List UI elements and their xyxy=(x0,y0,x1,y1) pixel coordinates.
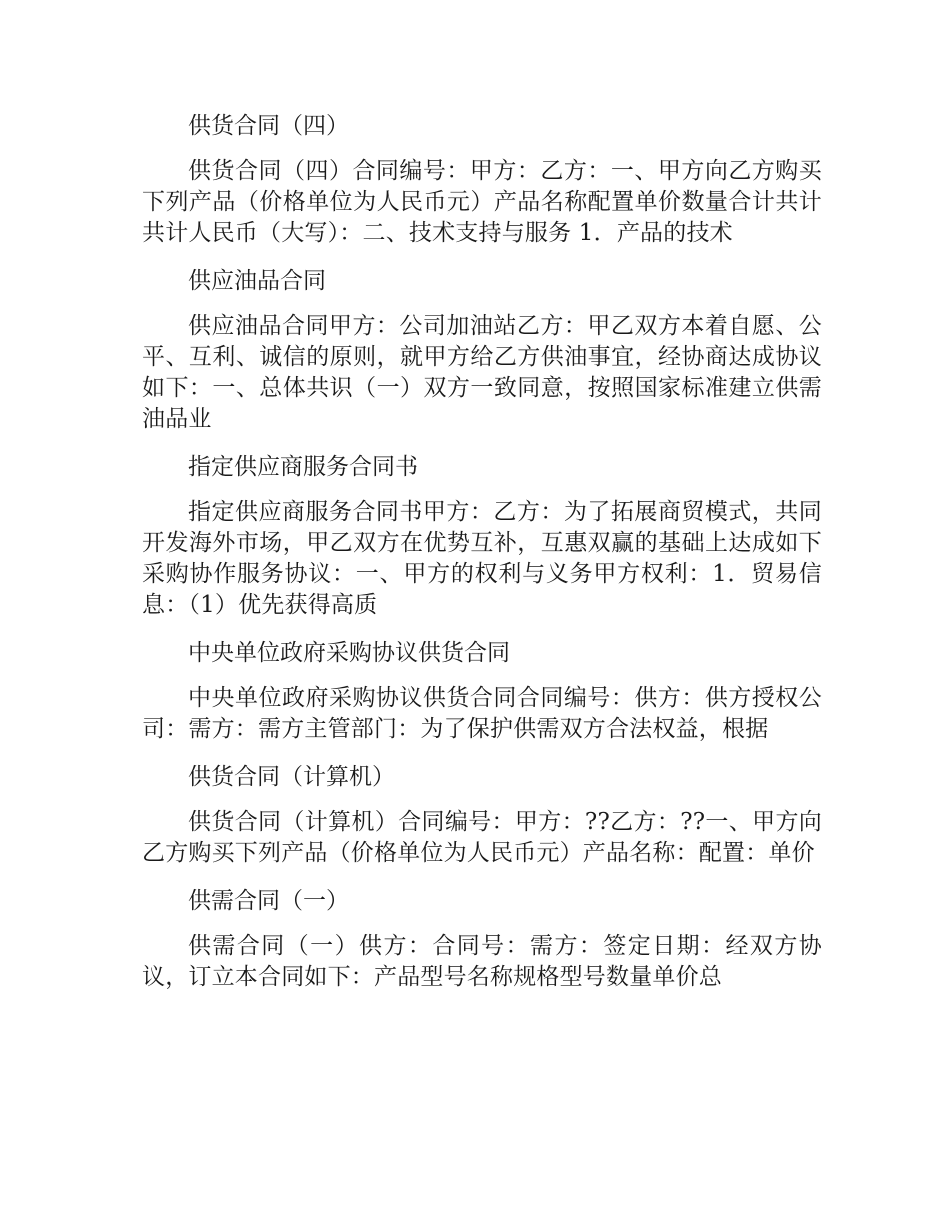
entry-title: 供货合同（四） xyxy=(188,113,349,139)
entry-title: 指定供应商服务合同书 xyxy=(188,454,418,480)
entry-6 xyxy=(142,883,822,993)
document-page xyxy=(142,108,822,1007)
entry-body: 指定供应商服务合同书甲方：乙方：为了拓展商贸模式，共同开发海外市场，甲乙双方在优势互补，互惠双赢的基础上达成如下采购协作服务协议：一、甲方的权利与义务甲方权利：1．贸易信息：（1）优先获得高质 xyxy=(142,499,822,618)
entry-title: 供货合同（计算机） xyxy=(188,764,395,790)
entry-body: 供需合同（一）供方：合同号：需方：签定日期：经双方协议，订立本合同如下：产品型号名称规格型号数量单价总 xyxy=(142,933,822,990)
entry-body: 供应油品合同甲方：公司加油站乙方：甲乙双方本着自愿、公平、互利、诚信的原则，就甲方给乙方供油事宜，经协商达成协议如下：一、总体共识（一）双方一致同意，按照国家标准建立供需油品业 xyxy=(142,313,822,432)
entry-2 xyxy=(142,263,822,435)
entry-5 xyxy=(142,759,822,869)
entry-3 xyxy=(142,449,822,621)
entry-title: 供应油品合同 xyxy=(188,268,326,294)
entry-1 xyxy=(142,108,822,249)
entry-body: 中央单位政府采购协议供货合同合同编号：供方：供方授权公司：需方：需方主管部门：为了保护供需双方合法权益，根据 xyxy=(142,685,822,742)
entry-body: 供货合同（计算机）合同编号：甲方：??乙方：??一、甲方向乙方购买下列产品（价格单位为人民币元）产品名称：配置：单价 xyxy=(142,809,822,866)
entry-title: 中央单位政府采购协议供货合同 xyxy=(188,640,510,666)
entry-title: 供需合同（一） xyxy=(188,888,349,914)
entry-4 xyxy=(142,635,822,745)
entry-body: 供货合同（四）合同编号：甲方：乙方：一、甲方向乙方购买下列产品（价格单位为人民币元）产品名称配置单价数量合计共计共计人民币（大写）：二、技术支持与服务 1．产品的技术 xyxy=(142,158,822,246)
